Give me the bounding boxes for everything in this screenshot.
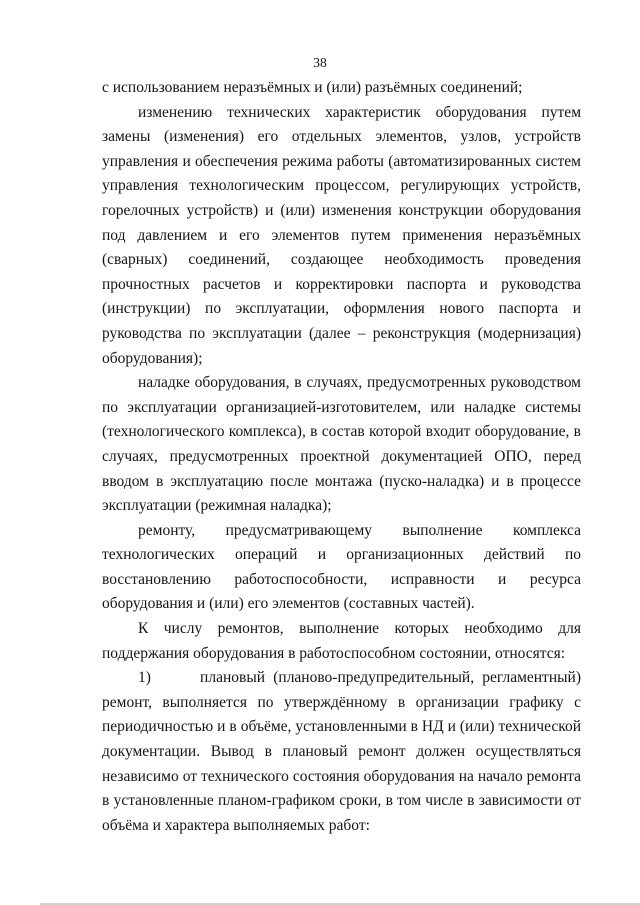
paragraph-reconstruction: изменению технических характеристик оборудования путем замены (изменения) его отдельных элементов, узлов, устройств управления и обеспечения режима работы (автоматизированных систем управления технологическим процессом, регулирующих устройств, горелочных устройств) и (или) изменения конструкции оборудования под давлением и его элементов путем применения неразъёмных (сварных) соединений, создающее необходимость проведения прочностных расчетов и корректировки паспорта и руководства (инструкции) по эксплуатации, оформления нового паспорта и руководства по эксплуатации (далее – реконструкция (модернизация) оборудования); [102, 103, 581, 367]
document-body [102, 76, 581, 838]
paragraph-connections-continuation: с использованием неразъёмных и (или) разъёмных соединений; [102, 79, 523, 96]
page-number: 38 [313, 55, 327, 70]
paragraph-repair: ремонту, предусматривающему выполнение комплекса технологических операций и организационных действий по восстановлению работоспособности, исправности и ресурса оборудования и (или) его элементов (составных частей). [102, 521, 581, 613]
paragraph-adjustment: наладке оборудования, в случаях, предусмотренных руководством по эксплуатации организацией-изготовителем, или наладке системы (технологического комплекса), в состав которой входит оборудование, в случаях, предусмотренных проектной документацией ОПО, перед вводом в эксплуатацию после монтажа (пуско-наладка) и в процессе эксплуатации (режимная наладка); [102, 374, 581, 515]
paragraph-repair-types-intro: К числу ремонтов, выполнение которых необходимо для поддержания оборудования в работоспособном состоянии, относятся: [102, 620, 581, 662]
list-item-planned-repair: 1) плановый (планово-предупредительный, регламентный) ремонт, выполняется по утверждённому в организации графику с периодичностью и в объёме, установленными в НД и (или) технической документации. Вывод в плановый ремонт должен осуществляться независимо от технического состояния оборудования на начало ремонта в установленные планом-графиком сроки, в том числе в зависимости от объёма и характера выполняемых работ: [102, 669, 581, 834]
